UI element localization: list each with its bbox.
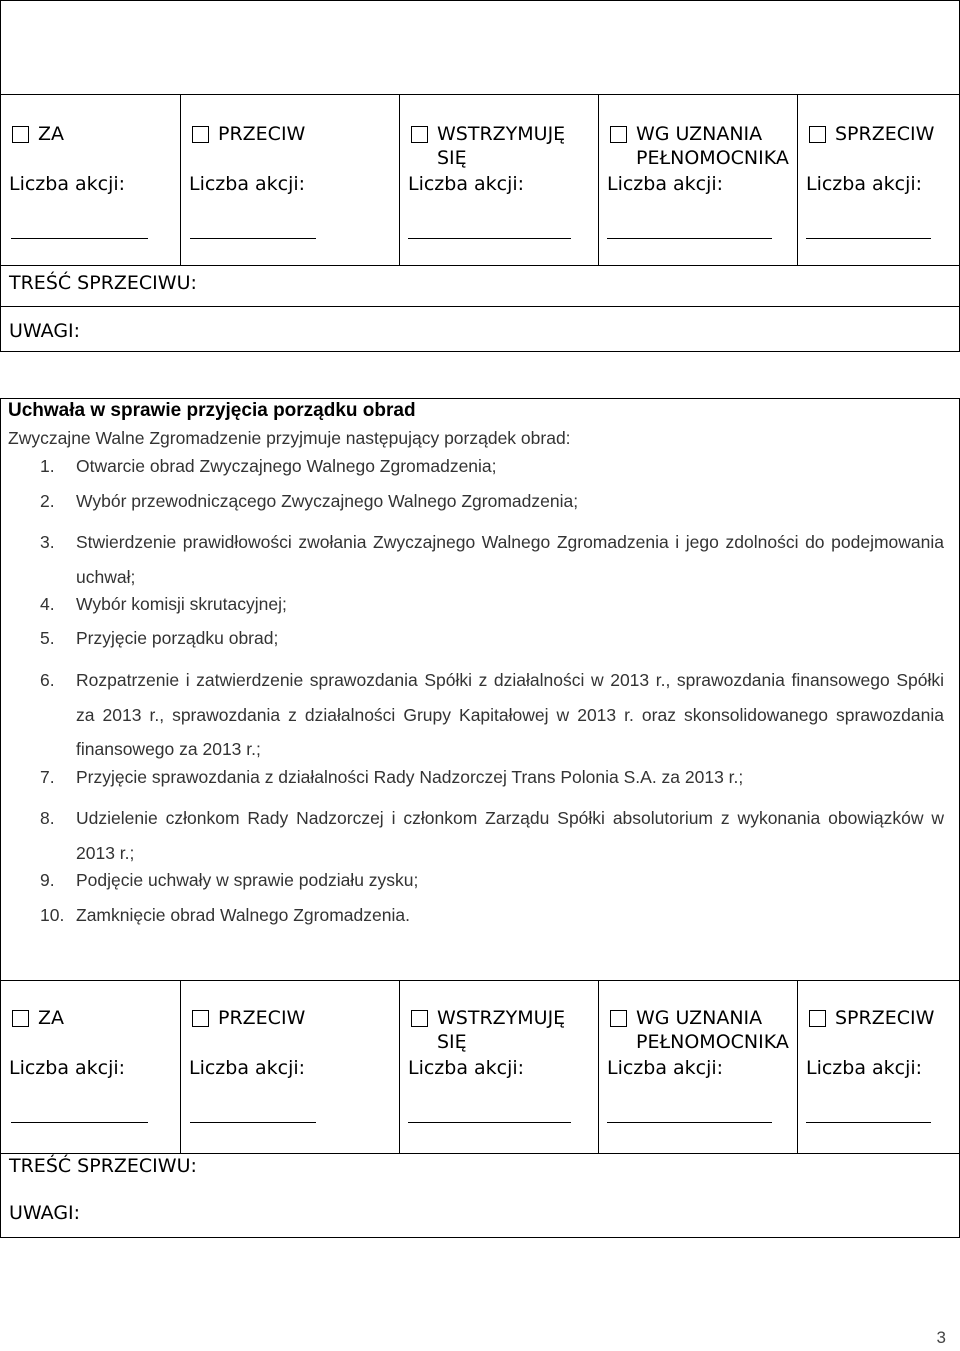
checkbox-wstrzymuje[interactable] (411, 126, 428, 143)
agenda-number: 8. (40, 808, 55, 828)
shares-count-line[interactable] (408, 1122, 571, 1123)
shares-count-line[interactable] (408, 238, 571, 239)
agenda-number: 6. (40, 670, 55, 690)
remarks-label: UWAGI: (9, 1202, 81, 1224)
shares-count-line[interactable] (11, 1122, 148, 1123)
agenda-number: 1. (40, 456, 55, 476)
agenda-number: 10. (40, 905, 65, 925)
option-label: WG UZNANIA PEŁNOMOCNIKA (636, 1007, 789, 1053)
checkbox-wg-uznania[interactable] (610, 1010, 627, 1027)
option-label: PRZECIW (218, 1007, 306, 1029)
option-label: WG UZNANIA PEŁNOMOCNIKA (636, 123, 789, 169)
agenda-text: Wybór przewodniczącego Zwyczajnego Walnego Zgromadzenia; (76, 491, 579, 511)
agenda-item (40, 525, 950, 594)
shares-count-label: Liczba akcji: (189, 1057, 306, 1079)
agenda-item (40, 628, 278, 649)
agenda-text: Rozpatrzenie i zatwierdzenie sprawozdania Spółki z działalności w 2013 r., sprawozdania finansowego Spółki za 2013 r., sprawozdania z działalności Grupy Kapitałowej w 2013 r. oraz skonsolidowanego sprawozdania finansowego za 2013 r.; (76, 670, 944, 759)
resolution-title: Uchwała w sprawie przyjęcia porządku obrad (8, 400, 416, 421)
shares-count-label: Liczba akcji: (189, 173, 306, 195)
checkbox-przeciw[interactable] (192, 1010, 209, 1027)
vote-option-sprzeciw (798, 981, 959, 1153)
checkbox-wg-uznania[interactable] (610, 126, 627, 143)
vote-options-row (1, 981, 959, 1154)
shares-count-label: Liczba akcji: (408, 1057, 525, 1079)
shares-count-line[interactable] (607, 1122, 772, 1123)
checkbox-sprzeciw[interactable] (809, 1010, 826, 1027)
agenda-text: Przyjęcie sprawozdania z działalności Rady Nadzorczej Trans Polonia S.A. za 2013 r.; (76, 767, 744, 787)
agenda-text: Stwierdzenie prawidłowości zwołania Zwyczajnego Walnego Zgromadzenia i jego zdolności do podejmowania uchwał; (76, 532, 944, 587)
vote-option-wg-uznania (599, 95, 798, 265)
shares-count-label: Liczba akcji: (806, 1057, 923, 1079)
shares-count-label: Liczba akcji: (806, 173, 923, 195)
agenda-item (40, 767, 743, 788)
shares-count-line[interactable] (607, 238, 772, 239)
agenda-number: 5. (40, 628, 55, 648)
option-label: PRZECIW (218, 123, 306, 145)
vote-option-wg-uznania (599, 981, 798, 1153)
shares-count-line[interactable] (806, 238, 931, 239)
agenda-number: 3. (40, 532, 55, 552)
vote-option-przeciw (181, 95, 400, 265)
agenda-number: 2. (40, 491, 55, 511)
agenda-text: Podjęcie uchwały w sprawie podziału zysku; (76, 870, 419, 890)
agenda-item (40, 491, 578, 512)
agenda-number: 7. (40, 767, 55, 787)
agenda-number: 4. (40, 594, 55, 614)
shares-count-label: Liczba akcji: (607, 173, 724, 195)
agenda-item (40, 905, 410, 926)
agenda-item (40, 870, 418, 891)
objection-content-label: TREŚĆ SPRZECIWU: (9, 272, 197, 294)
remarks-label: UWAGI: (9, 320, 81, 342)
vote-options-row (1, 94, 959, 266)
objection-content-label: TREŚĆ SPRZECIWU: (9, 1155, 197, 1177)
option-label: WSTRZYMUJĘ SIĘ (437, 123, 566, 169)
vote-option-przeciw (181, 981, 400, 1153)
agenda-item (40, 801, 950, 870)
shares-count-label: Liczba akcji: (408, 173, 525, 195)
checkbox-sprzeciw[interactable] (809, 126, 826, 143)
agenda-text: Otwarcie obrad Zwyczajnego Walnego Zgromadzenia; (76, 456, 497, 476)
shares-count-label: Liczba akcji: (9, 1057, 126, 1079)
agenda-item (40, 663, 950, 767)
shares-count-line[interactable] (190, 1122, 316, 1123)
divider (1, 306, 959, 307)
option-label: SPRZECIW (835, 1007, 935, 1029)
page-number: 3 (936, 1328, 946, 1347)
checkbox-za[interactable] (12, 126, 29, 143)
checkbox-wstrzymuje[interactable] (411, 1010, 428, 1027)
vote-option-za (1, 981, 181, 1153)
option-label: SPRZECIW (835, 123, 935, 145)
shares-count-label: Liczba akcji: (9, 173, 126, 195)
shares-count-line[interactable] (190, 238, 316, 239)
shares-count-label: Liczba akcji: (607, 1057, 724, 1079)
vote-box-bottom (0, 980, 960, 1238)
option-label: ZA (38, 1007, 65, 1029)
agenda-number: 9. (40, 870, 55, 890)
agenda-text: Wybór komisji skrutacyjnej; (76, 594, 287, 614)
checkbox-przeciw[interactable] (192, 126, 209, 143)
vote-option-sprzeciw (798, 95, 959, 265)
agenda-item (40, 456, 497, 477)
agenda-text: Zamknięcie obrad Walnego Zgromadzenia. (76, 905, 410, 925)
vote-option-za (1, 95, 181, 265)
vote-option-wstrzymuje (400, 95, 599, 265)
checkbox-za[interactable] (12, 1010, 29, 1027)
vote-box-top (0, 0, 960, 352)
option-label: ZA (38, 123, 65, 145)
agenda-item (40, 594, 287, 615)
shares-count-line[interactable] (806, 1122, 931, 1123)
shares-count-line[interactable] (11, 238, 148, 239)
agenda-text: Przyjęcie porządku obrad; (76, 628, 279, 648)
resolution-intro: Zwyczajne Walne Zgromadzenie przyjmuje następujący porządek obrad: (8, 428, 571, 448)
agenda-text: Udzielenie członkom Rady Nadzorczej i członkom Zarządu Spółki absolutorium z wykonania obowiązków w 2013 r.; (76, 808, 944, 863)
vote-option-wstrzymuje (400, 981, 599, 1153)
option-label: WSTRZYMUJĘ SIĘ (437, 1007, 566, 1053)
